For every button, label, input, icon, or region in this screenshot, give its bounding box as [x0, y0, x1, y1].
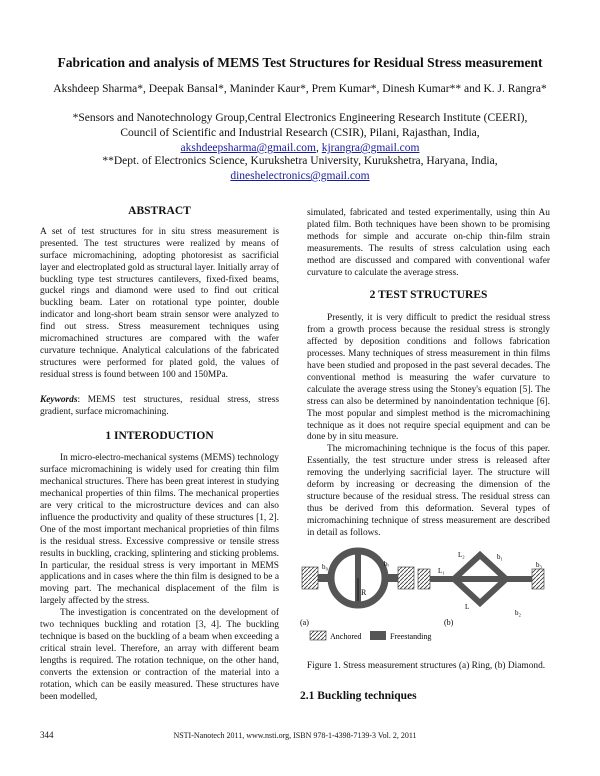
label-b1: b₁: [497, 553, 503, 561]
section-2-paragraph-2: The micromachining technique is the focus of this paper. Essentially, the test structure under stress is released after removing the underlying sacrificial layer. The structure will deform by increasing or decreasing the dimension of the structure because of the residual stress. The residual stress can thus be derived from this deformation. Several types of micromachining technique of stress measurement are described in detail as follows.: [307, 444, 550, 538]
email-link-dinesh[interactable]: dineshelectronics@gmail.com: [230, 170, 370, 182]
keywords-line: [40, 395, 279, 419]
affiliation-1-line-2: Council of Scientific and Industrial Research (CSIR), Pilani, Rajasthan, India,: [120, 127, 480, 139]
continued-paragraph: simulated, fabricated and tested experimentally, using thin Au plated film. Both techniques have been shown to be promising methods for simple and accurate on-chip thin-film strain measurements. The results of stress calculation using each method are discussed and compared with conventional wafer curvature to calculate the average stress.: [307, 208, 550, 278]
diamond-left-anchor: [418, 569, 430, 589]
section-2-heading: 2 TEST STRUCTURES: [369, 289, 488, 302]
page-number: 344: [40, 730, 54, 740]
abstract-heading: ABSTRACT: [128, 205, 191, 217]
intro-paragraph-1: In micro-electro-mechanical systems (MEMS) technology surface micromachining is widely used for creating thin film mechanical structures. There has been great interest in studying mechanical properties of thin films. The mechanical properties are very critical to the microstructure devices and can also influence the productivity and quality of these structures [1, 2]. One of the most important mechanical proprieties of thin films is the residual stress. Excessive compressive or tensile stress results in buckling, cracking, splintering and sticking problems. In particular, the residual stress is very important in MEMS applications and in cases where the thin film is designed to be a moving part. The mechanical displacement of the film is largely affected by the stress.: [40, 453, 279, 607]
intro-heading: 1 INTERODUCTION: [105, 429, 214, 442]
diamond-right-anchor: [532, 569, 544, 589]
label-L1: L₁: [438, 567, 445, 575]
keywords-label: Keywords: [40, 394, 78, 405]
affiliation-1-line-1: *Sensors and Nanotechnology Group,Central Electronics Engineering Research Institute (CEERI),: [72, 112, 528, 124]
label-L2: L₂: [458, 551, 465, 559]
paper-title: Fabrication and analysis of MEMS Test Structures for Residual Stress measurement: [57, 55, 543, 70]
label-br: bᵣ: [384, 560, 390, 568]
figure-1-caption: Figure 1. Stress measurement structures (a) Ring, (b) Diamond.: [306, 661, 546, 671]
label-b: (b): [444, 618, 454, 627]
figure-1-diagram: [300, 545, 550, 645]
diamond-center-beam: [454, 576, 506, 582]
right-column: [307, 208, 550, 540]
diamond-structure: [418, 551, 544, 617]
legend-freestanding-swatch: [370, 631, 386, 640]
email-link-kjrangra[interactable]: kjrangra@gmail.com: [321, 142, 420, 154]
ring-structure: [302, 551, 414, 605]
email-line-2: [0, 169, 600, 185]
ring-right-anchor: [398, 567, 414, 589]
label-b2: b₂: [515, 609, 521, 617]
author-list: Akshdeep Sharma*, Deepak Bansal*, Maninder Kaur*, Prem Kumar*, Dinesh Kumar** and K. J. Rangra*: [53, 83, 547, 95]
left-column: [40, 206, 279, 703]
keywords-text: : MEMS test structures, residual stress, stress gradient, surface micromachining.: [40, 394, 279, 417]
affiliation-2: **Dept. of Electronics Science, Kurukshetra University, Kurukshetra, Haryana, India,: [102, 155, 498, 167]
subsection-2-1-heading: 2.1 Buckling techniques: [300, 690, 417, 702]
label-b3: b₃: [536, 561, 542, 569]
ring-left-anchor: [302, 567, 318, 589]
legend-anchored-swatch: [310, 631, 326, 640]
email-separator: ,: [315, 142, 322, 154]
intro-paragraph-2: The investigation is concentrated on the development of two techniques buckling and rotation [3, 4]. The buckling technique is based on the buckling of a beam when exceeding a critical strain level. Therefore, an array with different beam lengths is required. The rotation technique, on the other hand, converts the extension or contraction of the material into a rotation, which can be easily measured. These structures have been modelled,: [40, 608, 279, 702]
legend-freestanding-label: Freestanding: [390, 632, 432, 641]
section-2-paragraph-1: Presently, it is very difficult to predict the residual stress from a growth process because the residual stress is strongly affected by deposition conditions and follows fabrication processes. Many techniques of stress measurement in thin films have been studied and proposed in the past several decades. The conventional method is measuring the wafer curvature to calculate the average stress using the Stoney's equation [5]. The stress can also be determined by nanoindentation technique [6]. The most popular and simplest method is the micromachining technique as it does not require special equipment and can be done by in situ measure.: [307, 313, 550, 443]
footer-citation: NSTI-Nanotech 2011, www.nsti.org, ISBN 978-1-4398-7139-3 Vol. 2, 2011: [173, 731, 417, 740]
legend-anchored-label: Anchored: [330, 632, 362, 641]
email-link-akshdeep[interactable]: akshdeepsharma@gmail.com: [180, 142, 316, 154]
abstract-text: A set of test structures for in situ stress measurement is presented. The test structures were realized by means of surface micromachining, adopting photoresist as sacrificial layer and electroplated gold as structural layer. Initially array of buckling type test structures cantilevers, fixed-fixed beams, guckel rings and diamond were used to find out critical buckling beam. Later on rotational type pointer, double indicator and long-short beam strain sensor were analyzed to find out stress. Stress measurement techniques using micromachined structures are compared with the wafer curvature technique. Analytical calculations of the fabricated structures were performed for plated gold, the values of residual stress is found between 100 and 150MPa.: [40, 226, 279, 380]
label-R: R: [361, 588, 367, 597]
label-L: L: [465, 603, 470, 611]
label-a: (a): [300, 618, 309, 627]
label-b0: b₀: [322, 563, 328, 571]
